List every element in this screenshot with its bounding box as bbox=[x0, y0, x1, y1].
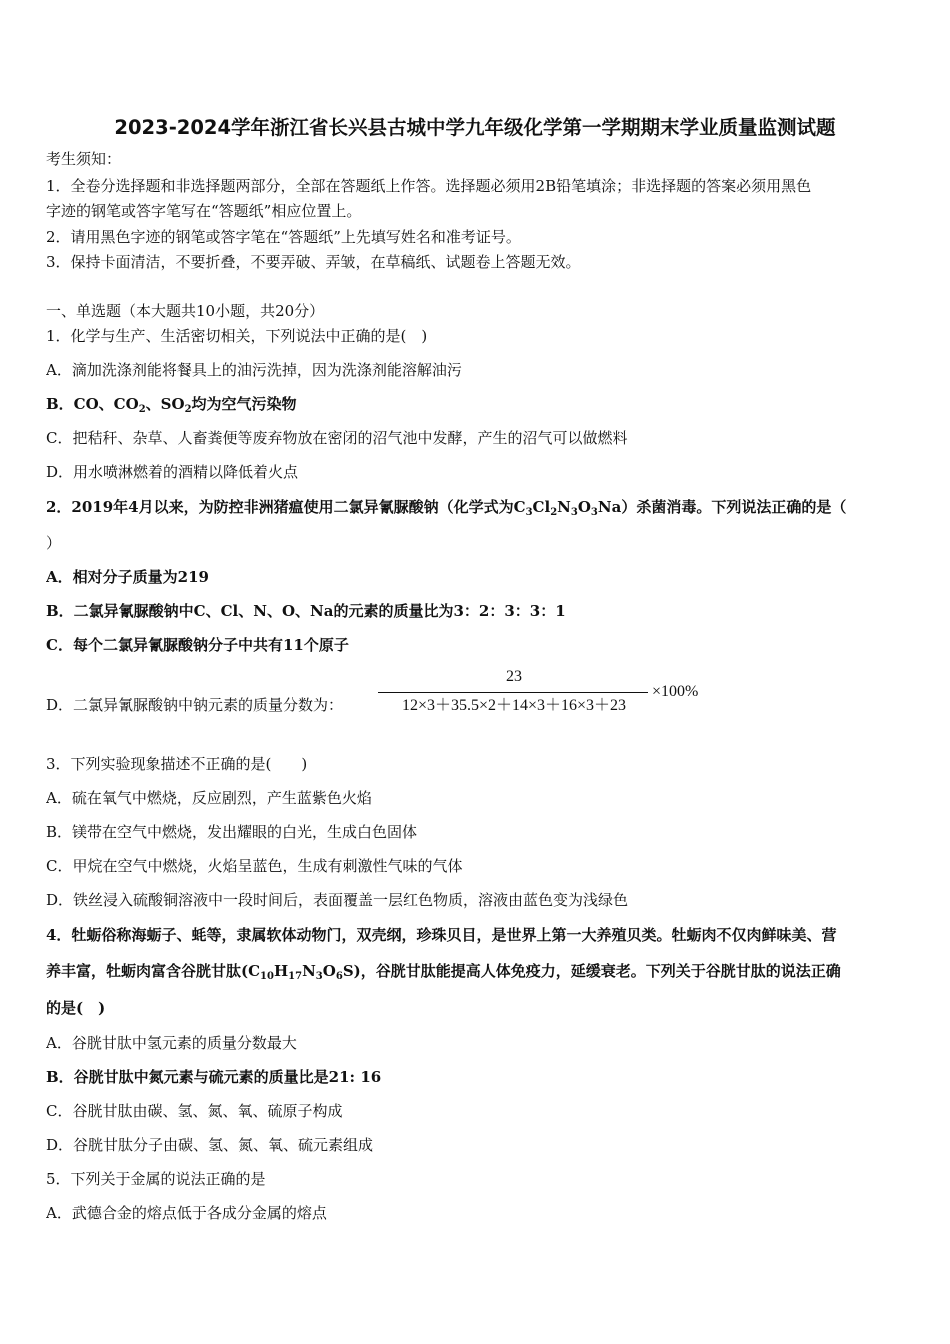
question-4-stem: 4．牡蛎俗称海蛎子、蚝等，隶属软体动物门，双壳纲，珍珠贝目，是世界上第一大养殖贝类。牡蛎肉不仅肉鲜味美、营 bbox=[46, 926, 837, 944]
notice-heading: 考生须知： bbox=[46, 150, 122, 168]
q3-option-a: A．硫在氧气中燃烧，反应剧烈，产生蓝紫色火焰 bbox=[46, 789, 372, 807]
q3-option-b: B．镁带在空气中燃烧，发出耀眼的白光，生成白色固体 bbox=[46, 823, 418, 841]
question-4-stem-line2: 养丰富，牡蛎肉富含谷胱甘肽$(C_{10}H_{17}N_3O_6S)$，谷胱甘肽能提高人体免疫力，延缓衰老。下列关于谷胱甘肽的说法正确 bbox=[46, 962, 841, 981]
question-2-stem-end: ） bbox=[46, 534, 62, 552]
q3-option-c: C．甲烷在空气中燃烧，火焰呈蓝色，生成有刺激性气味的气体 bbox=[46, 857, 463, 875]
notice-item: 2．请用黑色字迹的钢笔或答字笔在“答题纸”上先填写姓名和准考证号。 bbox=[46, 228, 521, 246]
q2-option-b: B．二氯异氰脲酸钠中C、Cl、N、O、Na的元素的质量比为3：2：3：3：1 bbox=[46, 602, 566, 620]
fraction-numerator: 23 bbox=[506, 668, 522, 685]
notice-item: 1．全卷分选择题和非选择题两部分，全部在答题纸上作答。选择题必须用2B铅笔填涂；非选择题的答案必须用黑色 bbox=[46, 177, 812, 195]
fraction-bar bbox=[378, 692, 648, 693]
mass-fraction-formula bbox=[376, 667, 652, 721]
q4-option-a: A．谷胱甘肽中氢元素的质量分数最大 bbox=[46, 1034, 297, 1052]
q2-option-c: C．每个二氯异氰脲酸钠分子中共有11个原子 bbox=[46, 636, 349, 654]
question-2-stem: 2．2019年4月以来，为防控非洲猪瘟使用二氯异氰脲酸钠（化学式为$C_3Cl_2N_3O_3Na$）杀菌消毒。下列说法正确的是（ bbox=[46, 498, 847, 517]
q2-option-a: A．相对分子质量为219 bbox=[46, 568, 209, 586]
q5-option-a: A．武德合金的熔点低于各成分金属的熔点 bbox=[46, 1204, 327, 1222]
question-4-stem-line3: 的是( ) bbox=[46, 999, 106, 1017]
question-1-stem: 1．化学与生产、生活密切相关，下列说法中正确的是( ) bbox=[46, 327, 428, 345]
q4-option-c: C．谷胱甘肽由碳、氢、氮、氧、硫原子构成 bbox=[46, 1102, 343, 1120]
q1-option-a: A．滴加洗涤剂能将餐具上的油污洗掉，因为洗涤剂能溶解油污 bbox=[46, 361, 462, 379]
q3-option-d: D．铁丝浸入硫酸铜溶液中一段时间后，表面覆盖一层红色物质，溶液由蓝色变为浅绿色 bbox=[46, 891, 629, 909]
percent-multiplier: ×100% bbox=[652, 683, 699, 700]
q1-option-d: D．用水喷淋燃着的酒精以降低着火点 bbox=[46, 463, 299, 481]
section-heading: 一、单选题（本大题共10小题，共20分） bbox=[46, 302, 325, 320]
q1-option-c: C．把秸秆、杂草、人畜粪便等废弃物放在密闭的沼气池中发酵，产生的沼气可以做燃料 bbox=[46, 429, 628, 447]
q2-option-d: D．二氯异氰脲酸钠中钠元素的质量分数为： bbox=[46, 696, 344, 714]
q1-option-b: B．CO、$CO_2$、$SO_2$均为空气污染物 bbox=[46, 395, 297, 414]
question-5-stem: 5．下列关于金属的说法正确的是 bbox=[46, 1170, 266, 1188]
question-3-stem: 3．下列实验现象描述不正确的是( ) bbox=[46, 755, 308, 773]
notice-item: 3．保持卡面清洁，不要折叠，不要弄破、弄皱，在草稿纸、试题卷上答题无效。 bbox=[46, 253, 581, 271]
q4-option-d: D．谷胱甘肽分子由碳、氢、氮、氧、硫元素组成 bbox=[46, 1136, 374, 1154]
notice-item: 字迹的钢笔或答字笔写在“答题纸”相应位置上。 bbox=[46, 202, 362, 220]
q4-option-b: B．谷胱甘肽中氮元素与硫元素的质量比是21: 16 bbox=[46, 1068, 382, 1086]
fraction-denominator: 12×3＋35.5×2＋14×3＋16×3＋23 bbox=[401, 697, 627, 714]
page-title: 2023-2024学年浙江省长兴县古城中学九年级化学第一学期期末学业质量监测试题 bbox=[114, 116, 836, 139]
